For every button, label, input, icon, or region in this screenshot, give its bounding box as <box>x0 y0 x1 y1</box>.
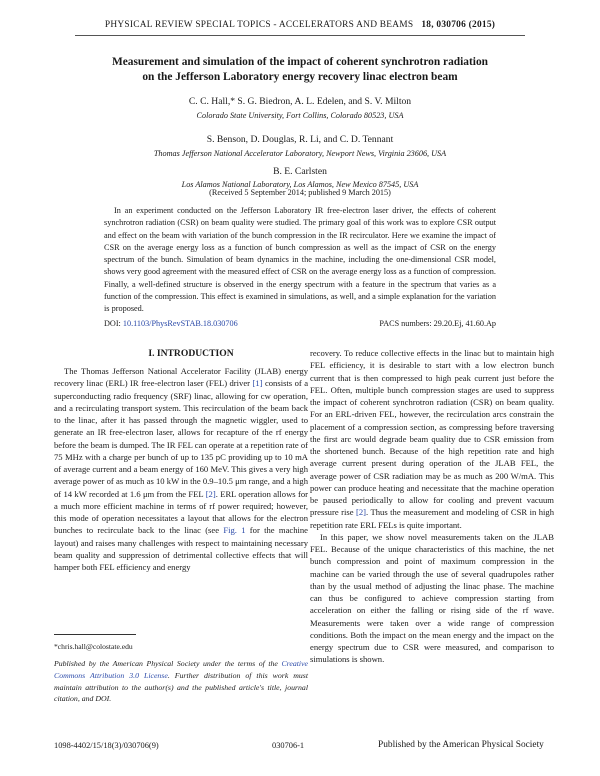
title-line-1: Measurement and simulation of the impact of coherent synchrotron radiation <box>112 56 488 68</box>
paper-title <box>60 55 540 84</box>
author-group-3: B. E. Carlsten <box>273 166 327 177</box>
author-group-2: S. Benson, D. Douglas, R. Li, and C. D. Tennant <box>206 134 394 145</box>
author-group-1: C. C. Hall,* S. G. Biedron, A. L. Edelen, and S. V. Milton <box>188 96 412 107</box>
header-rule <box>75 35 525 36</box>
author-email-footnote: *chris.hall@colostate.edu <box>54 642 133 651</box>
body-text: recovery. To reduce collective effects in the linac but to maintain high FEL efficiency, it is desirable to start with a low electron bunch current that is then compressed to high peak current just before the FEL. Often, multiple bunch compression stages are used to suppress the impact of coherent synchrotron radiation (CSR) on beam quality. For an ERL-driven FEL, however, the recirculation arcs constrain the placement of a compression section, as compressing before traversing the first arc would degrade beam quality due to CSR emission from the shortened bunch. Because of the high repetition rate and high average current present during operation of the JLAB FEL, the average power of CSR radiation may be as much as 200 W/mA. This power can produce heating and necessitate that the machine operation be paused periodically to allow for cooling and prevent vacuum pressure rise <box>310 348 554 518</box>
doi-line <box>104 319 496 328</box>
right-column <box>310 347 554 666</box>
affiliation-1: Colorado State University, Fort Collins, Colorado 80523, USA <box>196 111 404 120</box>
abstract: In an experiment conducted on the Jefferson Laboratory IR free-electron laser driver, the effects of coherent synchrotron radiation (CSR) on beam quality were studied. The primary goal of this work was to explore CSR output and effect on the beam with variation of the bunch compression in the IR recirculator. Here we examine the impact of CSR on the average energy loss as a function of bunch compression as well as the impact of CSR on the energy spectrum of the bunch. Simulation of beam dynamics in the machine, including the one-dimensional CSR model, shows very good agreement with the measured effect of CSR on the average energy loss as a function of compression. Finally, a well-defined structure is observed in the energy spectrum with a feature in the spectrum that varies as a function of the compression. This effect is examined in simulations, as well, and a simple explanation for the variation is proposed. <box>104 206 496 314</box>
body-text: . ERL operation allows for a much more efficient machine in terms of rf power required; however, this mode of operation necessitates a layout that allows for the electron bunches to recirculate back to the linac (see <box>54 488 308 536</box>
body-text: consists of a superconducting radio frequency (SRF) linac, allowing for cw operation, and a recirculating transport system. This recirculation of the beam back to the linac, after it has passed through the magnetic wiggler, used to generate an IR free-electron laser, allows for recapture of the rf energy before the beam is dumped. The IR FEL can operate at a repetition rate of 75 MHz with a charge per bunch of up to 135 pC providing up to 10 mA of average current and a beam energy of 160 MeV. This gives a very high average power of as much as 10 kW in the 0.9–10.5 μm range, and a high of 14 kW recorded at 1.6 μm from the FEL <box>54 378 309 499</box>
affiliation-3: Los Alamos National Laboratory, Los Alamos, New Mexico 87545, USA <box>181 180 419 189</box>
body-text: . Thus the measurement and modeling of CSR in high repetition rate ERL FELs is quite important. <box>310 507 554 530</box>
license-text: Published by the American Physical Society under the terms of the <box>54 659 282 668</box>
citation-link[interactable]: [2] <box>356 507 367 518</box>
running-header <box>0 20 600 30</box>
section-heading: I. INTRODUCTION <box>148 348 234 359</box>
citation-link[interactable]: [2] <box>205 488 216 499</box>
doi-label: DOI: <box>104 319 121 328</box>
body-paragraph <box>310 347 554 531</box>
body-text: The Thomas Jefferson National Accelerator Facility (JLAB) energy recovery linac (ERL) IR free-electron laser (FEL) driver <box>54 366 308 389</box>
received-dates: (Received 5 September 2014; published 9 March 2015) <box>209 188 391 197</box>
affiliation-2: Thomas Jefferson National Accelerator Laboratory, Newport News, Virginia 23606, USA <box>153 149 447 158</box>
license-link[interactable]: Creative Commons Attribution 3.0 License <box>54 659 308 680</box>
body-paragraph: In this paper, we show novel measurements taken on the JLAB FEL. Because of the unique characteristics of this machine, the net bunch compression and point of maximum compression in the machine can be varied through the use of several quadrupoles rather than by the usual method of adjusting the linac phase. The machine can thus be configured to achieve compression starting from acceleration on either the falling or rising side of the rf wave. Measurements were taken over a wide range of compression conditions. Both the impact on the mean energy and the impact on the energy spectrum due to CSR were measured, and comparison to simulations is shown. <box>310 531 554 665</box>
doi-link[interactable]: 10.1103/PhysRevSTAB.18.030706 <box>122 319 238 328</box>
volume-issue: 18, 030706 (2015) <box>421 20 496 30</box>
left-column <box>54 365 308 573</box>
license-text: . Further distribution of this work must maintain attribution to the author(s) and the published article's title, journal citation, and DOI. <box>54 670 308 704</box>
footer-publisher: Published by the American Physical Society <box>378 740 544 750</box>
journal-name: PHYSICAL REVIEW SPECIAL TOPICS - ACCELERATORS AND BEAMS <box>104 20 414 30</box>
footer-page-number: 030706-1 <box>272 741 305 750</box>
figure-link[interactable]: Fig. 1 <box>223 525 246 536</box>
license-notice <box>54 658 308 705</box>
footer-issn: 1098-4402/15/18(3)/030706(9) <box>54 741 159 750</box>
body-text: for the machine layout) and raises many challenges with respect to maintaining necessary beam quality and suppression of detrimental collective effects that will hamper both FEL efficiency and energy <box>54 525 308 572</box>
citation-link[interactable]: [1] <box>252 378 263 389</box>
pacs-numbers: PACS numbers: 29.20.Ej, 41.60.Ap <box>379 319 496 328</box>
body-paragraph <box>54 365 308 573</box>
footnote-rule <box>54 634 136 635</box>
title-line-2: on the Jefferson Laboratory energy recovery linac electron beam <box>142 70 458 83</box>
